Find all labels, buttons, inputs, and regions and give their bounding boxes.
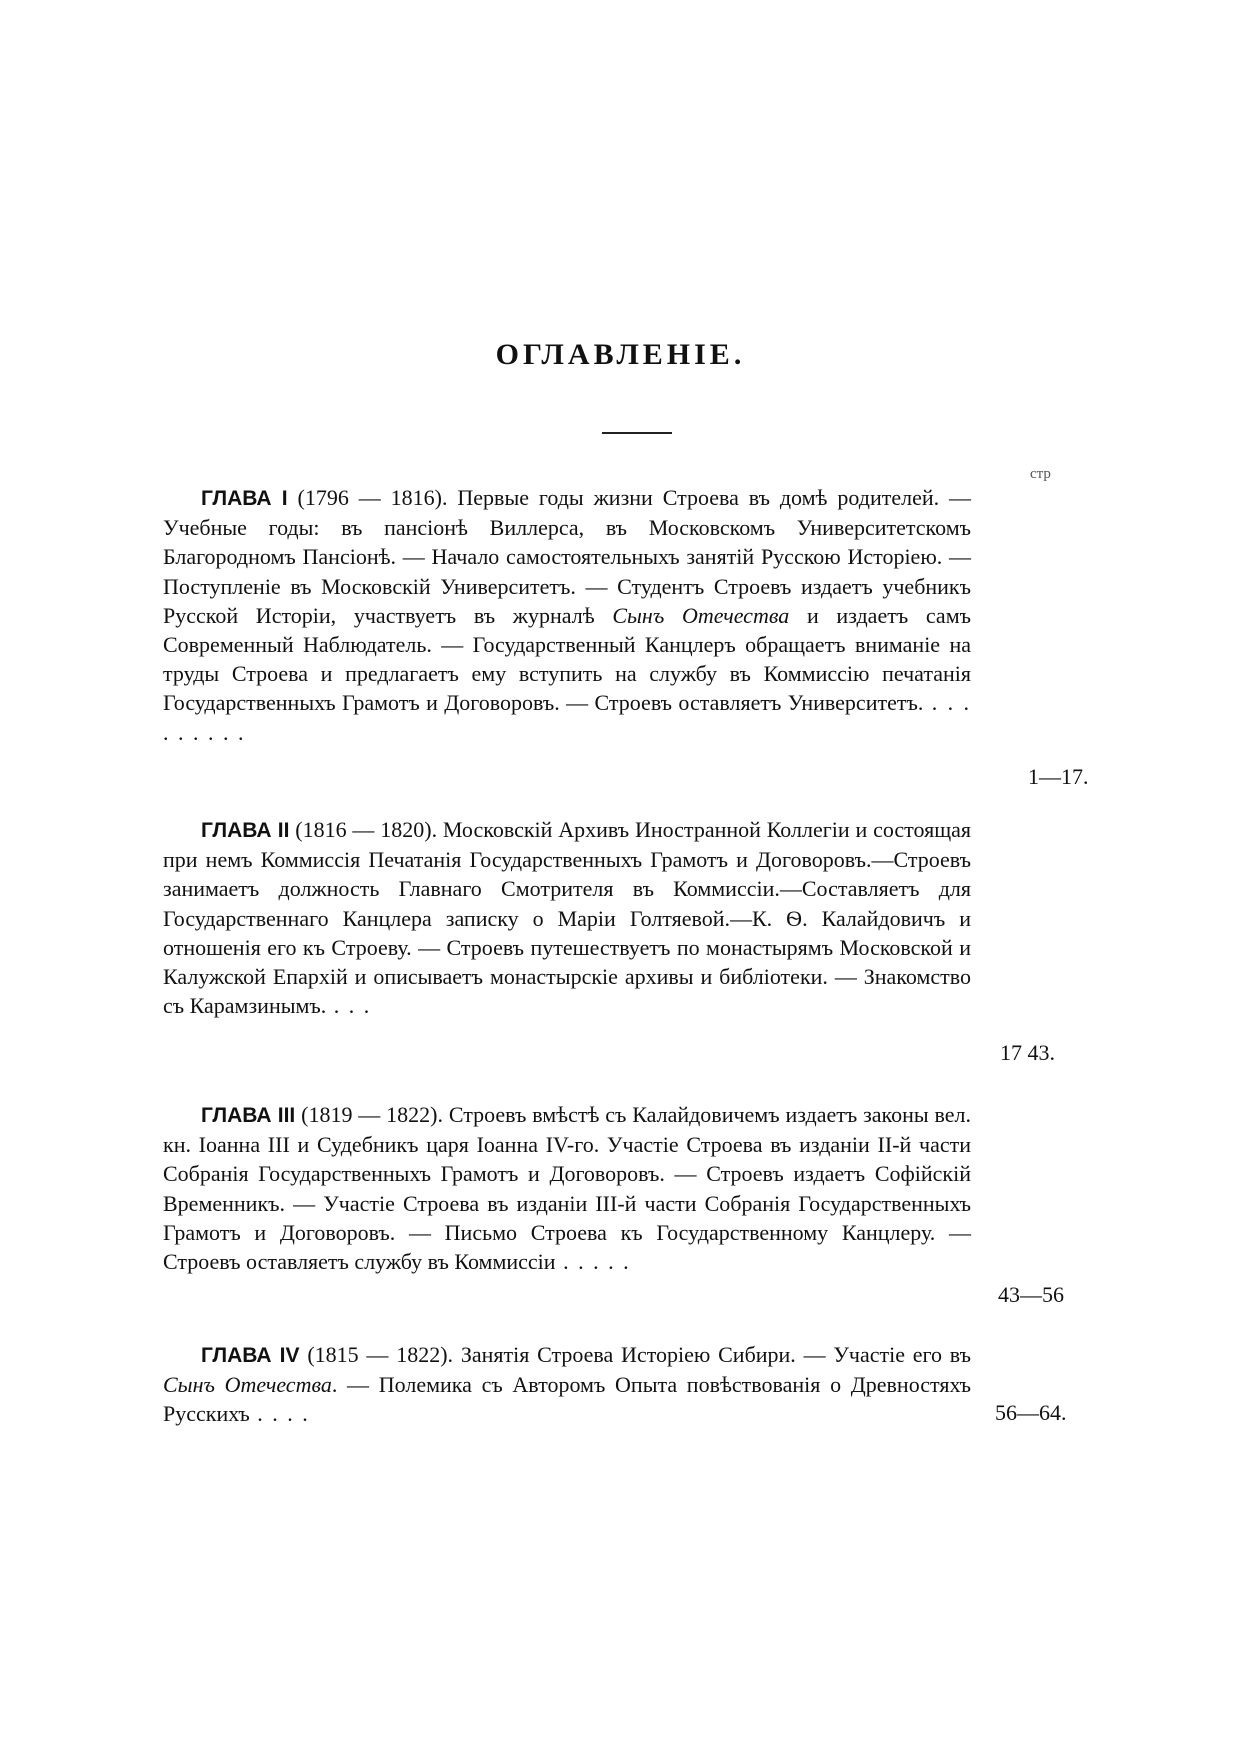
chapter-summary-cont: и издаетъ самъ Современный Наблюдатель. — Государственный Канцлеръ обращаетъ вниманіе на труды Строева и предлагаетъ ему вступить на службу въ Коммиссію печатанія Государственныхъ Грамотъ и Договоровъ. — Строевъ оставляетъ Университетъ. [163,602,971,716]
leader-dots: . . . [326,993,372,1019]
leader-dots: . . . . . [555,1249,631,1275]
chapter-summary-cont: . — Полемика съ Авторомъ Опыта повѣствованія о Древностяхъ Русскихъ [163,1372,971,1427]
chapter-summary: Первые годы жизни Строева въ домѣ родителей. — Учебные годы: въ пансіонѣ Виллерса, въ Московскомъ Университетскомъ Благородномъ Пансіонѣ. — Начало самостоятельныхъ занятій Русскою Исторіею. — Поступленіе въ Московскій Университетъ. — Студентъ Строевъ издаетъ учебникъ Русской Исторіи, участвуетъ въ журналѣ [163,485,972,628]
chapter-dates: (1816 — 1820). [295,817,438,842]
toc-entry-1[interactable] [163,483,971,747]
chapter-dates: (1815 — 1822). [307,1342,454,1367]
chapter-heading: ГЛАВА I [201,487,288,510]
leader-dots: . . . . . . . . . [163,690,972,745]
toc-pages-4: 56—64. [995,1400,1067,1425]
chapter-summary-italic: Сынъ Отечества [612,602,790,628]
toc-entry-3[interactable] [163,1100,971,1276]
chapter-summary: Московскій Архивъ Иностранной Коллегіи и состоящая при немъ Коммиссія Печатанія Государственныхъ Грамотъ и Договоровъ.—Строевъ занимаетъ должность Главнаго Смотрителя въ Коммиссіи.—Составляетъ для Государственнаго Канцлера записку о Маріи Голтяевой.—К. Ѳ. Калайдовичъ и отношенія его къ Строеву. — Строевъ путешествуетъ по монастырямъ Московской и Калужской Епархій и описываетъ монастырскіе архивы и библіотеки. — Знакомство съ Карамзинымъ. [163,817,972,1019]
chapter-summary: Занятія Строева Исторіею Сибири. — Участіе его въ [460,1342,972,1367]
chapter-dates: (1796 — 1816). [297,485,448,510]
toc-pages-3: 43—56 [998,1282,1064,1307]
leader-dots: . . . . [249,1401,310,1427]
chapter-heading: ГЛАВА III [201,1104,296,1127]
chapter-dates: (1819 — 1822). [301,1102,443,1127]
chapter-summary-italic: Сынъ Отечества [163,1372,332,1398]
chapter-heading: ГЛАВА II [201,819,290,842]
toc-pages-1: 1—17. [1028,764,1089,789]
chapter-heading: ГЛАВА IV [201,1344,300,1367]
toc-entry-2[interactable] [163,815,971,1020]
chapter-summary: Строевъ вмѣстѣ съ Калайдовичемъ издаетъ законы вел. кн. Іоанна III и Судебникъ царя Іоанна IV-го. Участіе Строева въ изданіи II-й части Собранія Государственныхъ Грамотъ и Договоровъ. — Строевъ издаетъ Софійскій Временникъ. — Участіе Строева въ изданіи III-й части Собранія Государственныхъ Грамотъ и Договоровъ. — Письмо Строева къ Государственному Канцлеру. — Строевъ оставляетъ службу въ Коммиссіи [163,1102,972,1275]
page-column-label: стр [1030,466,1051,482]
title-rule [602,432,672,434]
toc-pages-2: 17 43. [1000,1040,1055,1065]
toc-entry-4[interactable] [163,1340,971,1429]
page-title: ОГЛАВЛЕНІЕ. [495,338,746,371]
